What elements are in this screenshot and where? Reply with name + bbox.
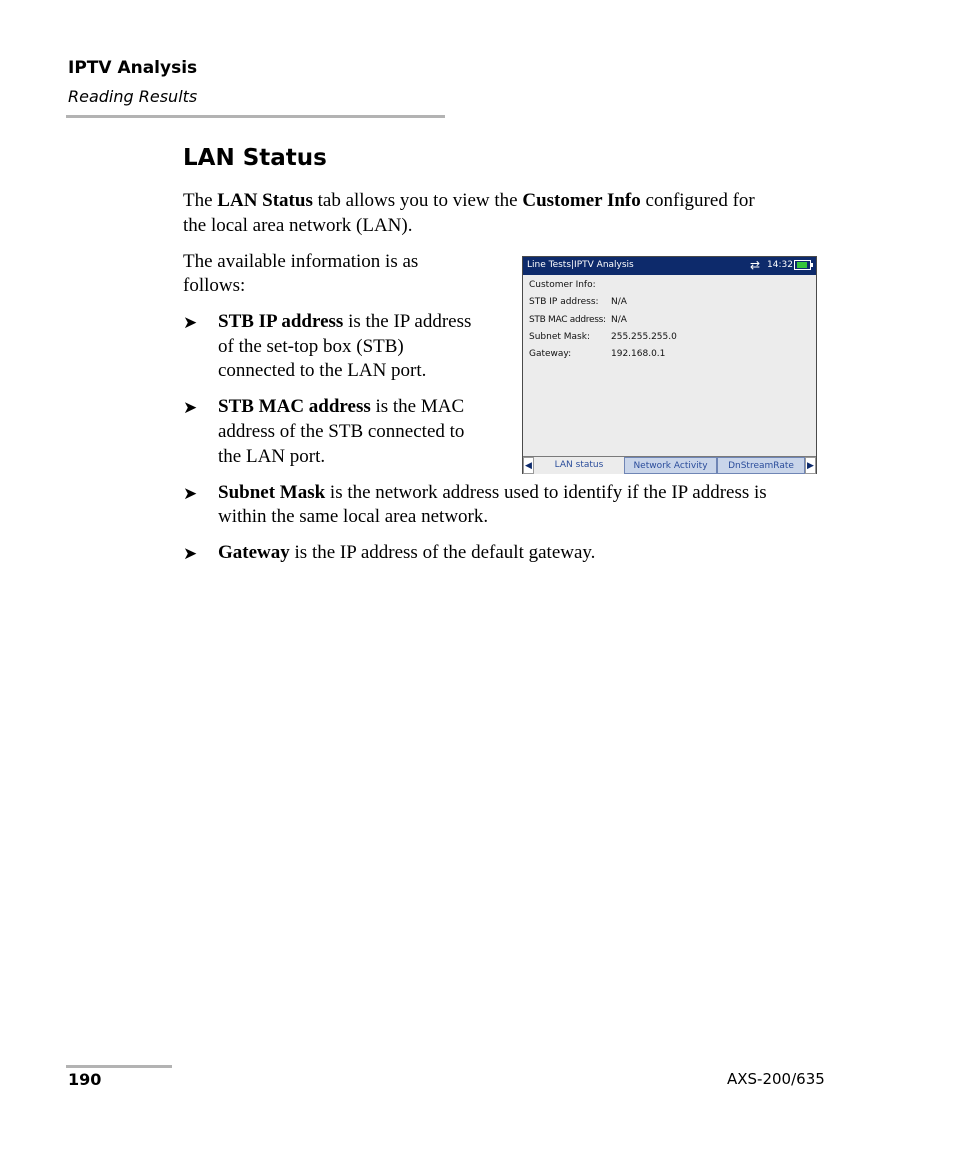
device-clock: 14:32 — [767, 260, 793, 270]
bullet-stb-ip-line-3: connected to the LAN port. — [218, 360, 427, 381]
tab-scroll-right-icon[interactable] — [805, 457, 816, 474]
tab-network-activity[interactable]: Network Activity — [624, 457, 717, 474]
intro-line-1 — [183, 188, 755, 213]
bullet-text: is the IP address of the default gateway. — [289, 542, 596, 563]
stb-mac-label: STB MAC address: — [529, 315, 606, 325]
header-rule — [66, 115, 445, 118]
customer-info-label: Customer Info: — [529, 280, 596, 290]
device-tab-bar — [523, 456, 816, 474]
page-number: 190 — [68, 1070, 102, 1089]
bullet-subnet-line-1 — [218, 480, 767, 505]
intro-text: configured for — [640, 190, 755, 211]
gateway-label: Gateway: — [529, 349, 572, 359]
bullet-stb-mac-line-1 — [218, 394, 464, 419]
left-arrow-glyph: ◀ — [525, 461, 532, 471]
bullet-term: Subnet Mask — [218, 482, 326, 503]
tab-dnstreamrate[interactable]: DnStreamRate — [717, 457, 805, 474]
device-screenshot — [522, 256, 817, 474]
bullet-arrow-icon: ➤ — [183, 313, 198, 332]
bullet-arrow-icon: ➤ — [183, 398, 198, 417]
stb-mac-value: N/A — [611, 315, 627, 325]
battery-icon — [794, 260, 811, 270]
available-line-2: follows: — [183, 275, 246, 296]
device-titlebar — [523, 257, 816, 275]
footer-rule — [66, 1065, 172, 1068]
bullet-arrow-icon: ➤ — [183, 544, 198, 563]
sync-icon: ⇄ — [750, 258, 761, 272]
bullet-arrow-icon: ➤ — [183, 484, 198, 503]
running-header-title: IPTV Analysis — [68, 58, 198, 78]
bullet-text: is the network address used to identify if the IP address is — [325, 482, 767, 503]
intro-text: tab allows you to view the — [312, 190, 523, 211]
intro-line-2: the local area network (LAN). — [183, 215, 413, 236]
tab-scroll-left-icon[interactable] — [523, 457, 534, 474]
product-model: AXS-200/635 — [727, 1070, 825, 1088]
stb-ip-value: N/A — [611, 297, 627, 307]
available-line-1: The available information is as — [183, 251, 419, 272]
section-heading: LAN Status — [183, 145, 327, 171]
tab-lan-status[interactable]: LAN status — [534, 457, 624, 474]
bullet-gateway-line-1 — [218, 540, 595, 565]
intro-term-lan-status: LAN Status — [217, 190, 313, 211]
bullet-text: is the MAC — [370, 396, 465, 417]
bullet-stb-ip-line-1 — [218, 309, 471, 334]
bullet-term: Gateway — [218, 542, 290, 563]
bullet-term: STB MAC address — [218, 396, 371, 417]
right-arrow-glyph: ▶ — [807, 461, 814, 471]
running-header-subtitle: Reading Results — [68, 87, 198, 106]
bullet-term: STB IP address — [218, 311, 344, 332]
bullet-stb-ip-line-2: of the set-top box (STB) — [218, 336, 404, 357]
bullet-text: is the IP address — [343, 311, 472, 332]
bullet-stb-mac-line-3: the LAN port. — [218, 446, 326, 467]
subnet-mask-value: 255.255.255.0 — [611, 332, 677, 342]
subnet-mask-label: Subnet Mask: — [529, 332, 590, 342]
bullet-subnet-line-2: within the same local area network. — [218, 506, 489, 527]
bullet-stb-mac-line-2: address of the STB connected to — [218, 421, 465, 442]
gateway-value: 192.168.0.1 — [611, 349, 666, 359]
device-title: Line Tests|IPTV Analysis — [527, 260, 634, 270]
stb-ip-label: STB IP address: — [529, 297, 599, 307]
intro-text: The — [183, 190, 218, 211]
intro-term-customer-info: Customer Info — [522, 190, 641, 211]
